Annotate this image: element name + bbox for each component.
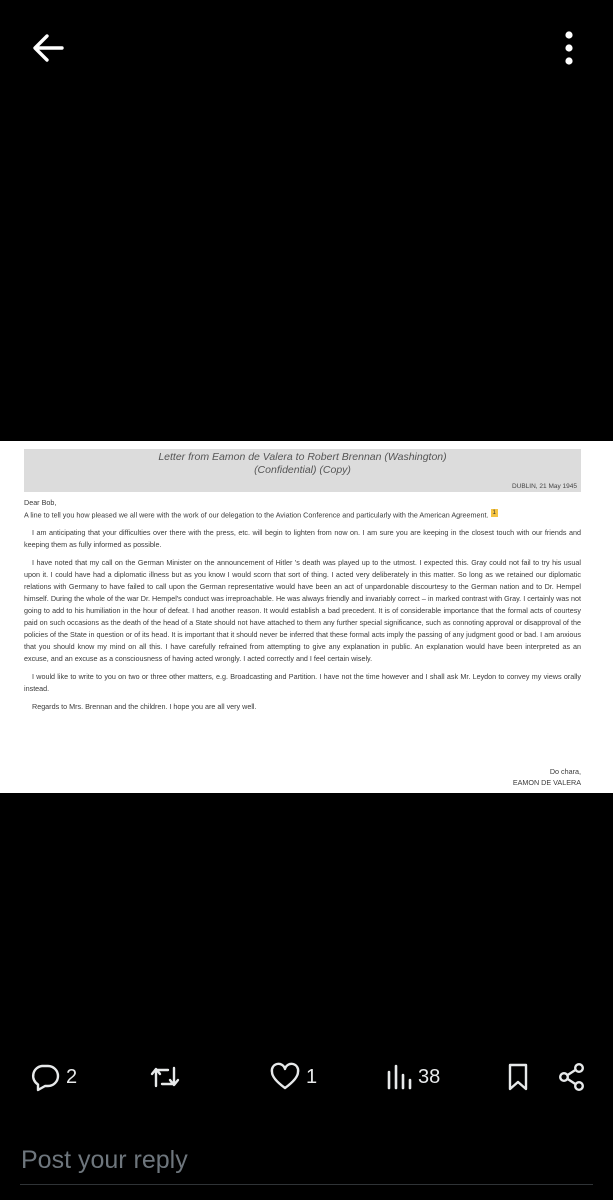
letter-signoff: [513, 766, 581, 788]
letter-image[interactable]: [0, 441, 613, 793]
letter-salutation: Dear Bob,: [24, 498, 57, 507]
like-count: 1: [306, 1065, 318, 1088]
letter-title-line2: (Confidential) (Copy): [254, 464, 351, 476]
heart-icon: [270, 1062, 300, 1092]
letter-paragraph-3: I have noted that my call on the German Minister on the announcement of Hitler 's death was played up to the utmost. I expected this. Gray could not fail to try his usual upon it. I could have had a diplomatic illness but as you know I would scorn that sort of thing. I acted very deliberately in this matter. So long as we retained our diplomatic relations with Germany to have failed to call upon the German representative would have been an act of unpardonable discourtesy to the German nation and to Dr. Hempel himself. During the whole of the war Dr. Hempel's conduct was irreproachable. He was always friendly and invariably correct – in marked contrast with Gray. I certainly was not going to add to his humiliation in the hour of defeat. I had another reason. It would establish a bad precedent. It is of considerable importance that the formal acts of courtesy paid on such occasions as the death of the head of a State should not have attached to them any further special significance, such as connoting approval or disapproval of the policies of the State in question or of its head. It is important that it should never be inferred that these formal acts imply the passing of any judgment good or bad. I am anxious that you should know my mind on all this. I have carefully refrained from attempting to give any explanation in public. An explanation would have been interpreted as an excuse, and an excuse as a consciousness of having acted wrongly. I acted correctly and I feel certain wisely.: [24, 558, 581, 664]
back-button[interactable]: [28, 28, 68, 68]
post-actions-bar: [0, 1056, 613, 1098]
reply-input[interactable]: [21, 1140, 581, 1180]
views-bar-icon: [386, 1062, 412, 1092]
share-icon: [558, 1062, 586, 1092]
letter-paragraph-1: [24, 509, 581, 521]
reply-divider: [20, 1184, 593, 1185]
letter-date: DUBLIN, 21 May 1945: [511, 483, 577, 490]
letter-paragraph-5: Regards to Mrs. Brennan and the children. I hope you are all very well.: [32, 702, 257, 712]
reply-button[interactable]: [30, 1056, 77, 1098]
more-options-button[interactable]: [552, 26, 586, 70]
bookmark-button[interactable]: [506, 1056, 530, 1098]
reply-count: 2: [66, 1065, 78, 1088]
repost-button[interactable]: [148, 1056, 188, 1098]
letter-paragraph-4: I would like to write to you on two or three other matters, e.g. Broadcasting and Partition. I have not the time however and I shall ask Mr. Leydon to convey my views orally instead.: [24, 672, 581, 694]
share-button[interactable]: [558, 1056, 586, 1098]
repost-icon: [148, 1062, 182, 1092]
bookmark-icon: [506, 1062, 530, 1092]
views-button[interactable]: [386, 1056, 440, 1098]
more-vertical-icon: [552, 26, 586, 70]
letter-paragraph-1-text: A line to tell you how pleased we all were with the work of our delegation to the Aviation Conference and particularly with the American Agreement.: [24, 510, 489, 520]
like-button[interactable]: [270, 1056, 317, 1098]
reply-bubble-icon: [30, 1062, 60, 1092]
letter-body: [24, 497, 581, 719]
letter-closing: Do chara,: [549, 767, 581, 776]
arrow-left-icon: [28, 28, 68, 68]
note-marker[interactable]: 1: [492, 510, 496, 516]
letter-paragraph-2: I am anticipating that your difficulties over there with the press, etc. will begin to lighten from now on. I am sure you are keeping in the closest touch with our friends and keeping them as fully informed as possible.: [24, 528, 581, 550]
letter-signature: EAMON DE VALERA: [512, 778, 581, 787]
letter-title-line1: Letter from Eamon de Valera to Robert Brennan (Washington): [158, 451, 447, 463]
letter-header: [24, 449, 581, 492]
letter-title: [24, 451, 581, 477]
views-count: 38: [418, 1065, 441, 1088]
